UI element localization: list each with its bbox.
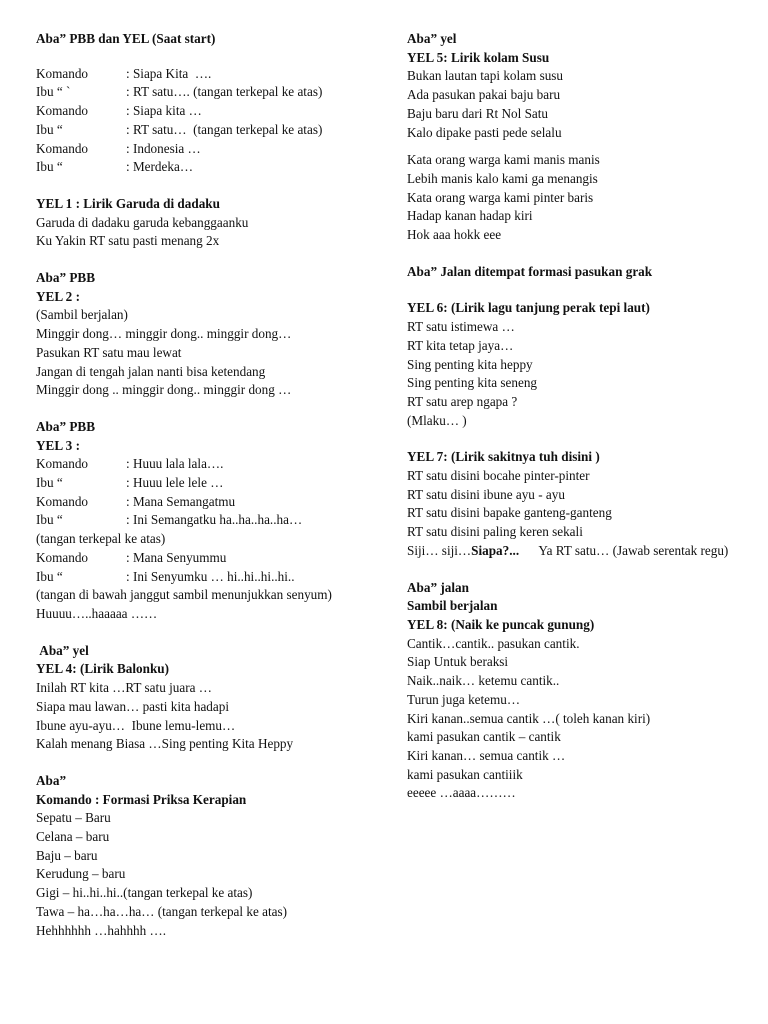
- left-column: [36, 30, 354, 958]
- lyric-line: RT satu disini bapake ganteng-ganteng: [407, 505, 612, 521]
- section-yel6: [407, 299, 742, 430]
- lyric-line: Sepatu – Baru: [36, 810, 111, 826]
- lyric-line: Gigi – hi..hi..hi..(tangan terkepal ke atas): [36, 885, 253, 901]
- lyric-line: RT satu istimewa …: [407, 319, 515, 335]
- dialog-row: Komando : Mana Semangatmu: [36, 493, 236, 509]
- lyric-line: RT satu disini bocahe pinter-pinter: [407, 468, 590, 484]
- lyric-line: Kiri kanan..semua cantik …( toleh kanan kiri): [407, 710, 651, 726]
- yel4-title: YEL 4: (Lirik Balonku): [36, 661, 170, 677]
- dialog-row: Ibu “ : Huuu lele lele …: [36, 475, 224, 491]
- lyric-line: Hok aaa hokk eee: [407, 227, 502, 243]
- lyric-line: Ibune ayu-ayu… Ibune lemu-lemu…: [36, 717, 236, 733]
- stage-note: (tangan terkepal ke atas): [36, 531, 166, 547]
- lyric-line: Celana – baru: [36, 829, 110, 845]
- dialog-row: Komando : Mana Senyummu: [36, 549, 227, 565]
- dialog-row: Ibu “ : Merdeka…: [36, 159, 194, 175]
- section-yel5: [407, 30, 742, 245]
- lyric-line: Garuda di dadaku garuda kebanggaanku: [36, 214, 249, 230]
- lyric-line: eeeee …aaaa………: [407, 785, 516, 801]
- lyric-line: (Mlaku… ): [407, 412, 467, 428]
- lyric-line: Minggir dong .. minggir dong.. minggir dong …: [36, 382, 292, 398]
- lyric-line: Sing penting kita heppy: [407, 356, 533, 372]
- section-yel2: [36, 269, 354, 400]
- yel2-command-heading: Aba” PBB: [36, 270, 95, 286]
- yel5-command-heading: Aba” yel: [407, 31, 457, 46]
- section-start: [36, 30, 354, 177]
- section-yel4: [36, 642, 354, 754]
- lyric-line: Turun juga ketemu…: [407, 691, 521, 707]
- yel3-command-heading: Aba” PBB: [36, 418, 95, 434]
- lyric-line: kami pasukan cantiiik: [407, 766, 523, 782]
- jalan-ditempat-heading: Aba” Jalan ditempat formasi pasukan grak: [407, 263, 653, 279]
- lyric-line: Jangan di tengah jalan nanti bisa ketendang: [36, 363, 266, 379]
- right-column: [407, 30, 742, 821]
- lyric-fragment-bold: Siapa?...: [471, 542, 520, 558]
- lyric-fragment: Ya RT satu… (Jawab serentak regu): [519, 542, 729, 558]
- yel8-command-heading: Aba” jalan: [407, 579, 469, 595]
- yel6-title: YEL 6: (Lirik lagu tanjung perak tepi laut): [407, 300, 650, 316]
- lyric-line: Siapa mau lawan… pasti kita hadapi: [36, 698, 229, 714]
- section-jalan-ditempat: [407, 263, 742, 282]
- lyric-fragment: Siji… siji…: [407, 542, 472, 558]
- dialog-row: Ibu “ : RT satu… (tangan terkepal ke atas): [36, 121, 323, 137]
- lyric-line: Lebih manis kalo kami ga menangis: [407, 170, 598, 186]
- lyric-line: Minggir dong… minggir dong.. minggir dong…: [36, 326, 292, 342]
- lyric-line: Kata orang warga kami pinter baris: [407, 189, 594, 205]
- lyric-line: RT satu arep ngapa ?: [407, 393, 518, 409]
- yel7-title: YEL 7: (Lirik sakitnya tuh disini ): [407, 449, 600, 465]
- dialog-row: Komando : Indonesia …: [36, 140, 201, 156]
- lyric-line: Hadap kanan hadap kiri: [407, 208, 533, 224]
- lyric-line: Naik..naik… ketemu cantik..: [407, 673, 560, 689]
- komando-title: Komando : Formasi Priksa Kerapian: [36, 791, 247, 807]
- dialog-row: Ibu “ ` : RT satu…. (tangan terkepal ke atas): [36, 84, 323, 100]
- komando-command-heading: Aba”: [36, 772, 67, 788]
- lyric-line: Kiri kanan… semua cantik …: [407, 747, 566, 763]
- lyric-line: Siap Untuk beraksi: [407, 654, 509, 670]
- section-start-title: Aba” PBB dan YEL (Saat start): [36, 31, 216, 46]
- yel1-title: YEL 1 : Lirik Garuda di dadaku: [36, 195, 220, 211]
- stage-note: (tangan di bawah janggut sambil menunjukkan senyum): [36, 587, 332, 603]
- lyric-line: RT satu disini paling keren sekali: [407, 524, 583, 540]
- lyric-line: (Sambil berjalan): [36, 307, 128, 323]
- lyric-line: RT satu disini ibune ayu - ayu: [407, 486, 565, 502]
- lyric-line: Baju baru dari Rt Nol Satu: [407, 105, 549, 121]
- lyric-line: Kalah menang Biasa …Sing penting Kita Heppy: [36, 736, 294, 752]
- section-yel3: [36, 418, 354, 624]
- dialog-row: Ibu “ : Ini Semangatku ha..ha..ha..ha…: [36, 512, 303, 528]
- yel5-title: YEL 5: Lirik kolam Susu: [407, 49, 550, 65]
- dialog-row: Ibu “ : Ini Senyumku … hi..hi..hi..hi..: [36, 568, 295, 584]
- section-yel1: [36, 195, 354, 251]
- lyric-line: Bukan lautan tapi kolam susu: [407, 68, 564, 84]
- dialog-row: Komando : Siapa Kita ….: [36, 65, 212, 81]
- yel2-title: YEL 2 :: [36, 288, 80, 304]
- lyric-line: Sing penting kita seneng: [407, 375, 538, 391]
- dialog-row: Komando : Siapa kita …: [36, 103, 202, 119]
- lyric-line: kami pasukan cantik – cantik: [407, 729, 561, 745]
- section-yel7: [407, 448, 742, 560]
- lyric-line: Kerudung – baru: [36, 866, 126, 882]
- lyric-line: RT kita tetap jaya…: [407, 337, 514, 353]
- lyric-line: Ku Yakin RT satu pasti menang 2x: [36, 233, 220, 249]
- lyric-line: Inilah RT kita …RT satu juara …: [36, 680, 212, 696]
- yel4-command-heading: Aba” yel: [36, 642, 89, 658]
- lyric-line: Tawa – ha…ha…ha… (tangan terkepal ke atas): [36, 903, 287, 919]
- lyric-line: Hehhhhhh …hahhhh ….: [36, 922, 167, 938]
- dialog-row: Komando : Huuu lala lala….: [36, 456, 224, 472]
- section-yel8: [407, 579, 742, 803]
- lyric-line: Cantik…cantik.. pasukan cantik.: [407, 635, 580, 651]
- yel8-subheading: Sambil berjalan: [407, 598, 498, 614]
- yel3-title: YEL 3 :: [36, 437, 80, 453]
- lyric-line: Baju – baru: [36, 847, 98, 863]
- lyric-line-mixed: [407, 542, 742, 561]
- lyric-line: Ada pasukan pakai baju baru: [407, 87, 561, 103]
- yel8-title: YEL 8: (Naik ke puncak gunung): [407, 616, 595, 632]
- lyric-line: Pasukan RT satu mau lewat: [36, 344, 182, 360]
- section-komando: [36, 772, 354, 940]
- lyric-line: Kalo dipake pasti pede selalu: [407, 124, 562, 140]
- lyric-line: Kata orang warga kami manis manis: [407, 152, 600, 168]
- lyric-line: Huuuu…..haaaaa ……: [36, 605, 158, 621]
